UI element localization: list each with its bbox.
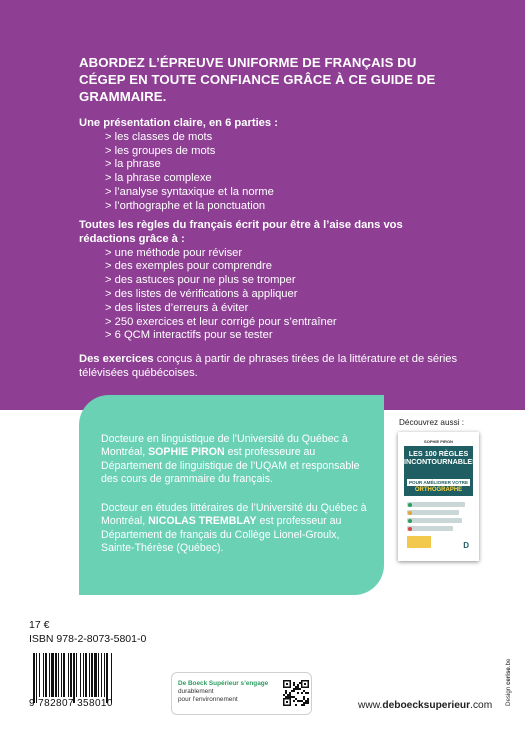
- section-rules: [79, 219, 449, 343]
- barcode-number: 9 782807 358010: [29, 698, 113, 709]
- qr-code-icon[interactable]: [282, 679, 310, 707]
- bio-text: Docteur en études littéraires de l’Université du Québec à Montréal,: [101, 502, 367, 528]
- list-item: > l’orthographe et la ponctuation: [105, 199, 266, 212]
- related-book-cover[interactable]: [398, 432, 479, 561]
- website-prefix: www.: [358, 700, 383, 711]
- list-item: > les groupes de mots: [105, 144, 216, 157]
- design-suffix: .be: [505, 658, 512, 668]
- cover-author: SOPHIE PIRON: [424, 439, 453, 444]
- cover-title: LES 100 RÈGLES INCONTOURNABLES: [404, 449, 477, 466]
- rules-heading: Toutes les règles du français écrit pour être à l’aise dans vos rédactions grâce à :: [79, 219, 403, 245]
- rules-list: [79, 247, 449, 344]
- cover-feature-dot: [408, 519, 412, 523]
- website-domain: deboecksuperieur: [382, 700, 471, 711]
- cover-feature-bar: [407, 502, 465, 507]
- list-item: > 6 QCM interactifs pour se tester: [105, 329, 273, 342]
- engagement-brand: De Boeck Supérieur s’engage: [178, 680, 269, 687]
- section-parts: [79, 117, 278, 214]
- author-panel: [79, 395, 384, 595]
- engagement-line: pour l’environnement: [178, 696, 238, 703]
- discover-label: Découvrez aussi :: [399, 418, 465, 427]
- cover-feature-dot: [408, 511, 412, 515]
- author-bio-tremblay: [101, 502, 371, 556]
- exercises-bold: Des exercices: [79, 353, 154, 365]
- design-credit: [505, 659, 512, 707]
- author-name: SOPHIE PIRON: [148, 446, 225, 459]
- cover-feature-bar: [407, 518, 462, 523]
- cover-feature-dot: [408, 503, 412, 507]
- engagement-text: [178, 680, 273, 704]
- bio-text: est professeur au Département de français du Collège Lionel-Groulx, Sainte-Thérèse (Québec).: [101, 515, 342, 555]
- publisher-logo-icon: D: [463, 541, 469, 550]
- intro-heading: ABORDEZ L’ÉPREUVE UNIFORME DE FRANÇAIS DU CÉGEP EN TOUTE CONFIANCE GRÂCE À CE GUIDE DE GRAMMAIRE.: [79, 55, 436, 104]
- list-item: > des listes de vérifications à appliquer: [105, 287, 298, 300]
- bio-text: est professeure au Département de linguistique de l’UQAM et responsable des cours de grammaire du français.: [101, 446, 360, 486]
- list-item: > une méthode pour réviser: [105, 246, 243, 259]
- exercises-text: conçus à partir de phrases tirées de la littérature et de séries télévisées québécoises.: [79, 353, 458, 379]
- bio-text: Docteure en linguistique de l’Université du Québec à Montréal,: [101, 433, 348, 459]
- list-item: > la phrase: [105, 158, 161, 171]
- list-item: > des listes d’erreurs à éviter: [105, 301, 249, 314]
- list-item: > les classes de mots: [105, 130, 213, 143]
- cover-subtitle: POUR AMÉLIORER VOTRE: [408, 480, 469, 485]
- list-item: > des astuces pour ne plus se tromper: [105, 274, 296, 287]
- author-bio-piron: [101, 433, 371, 487]
- list-item: > des exemples pour comprendre: [105, 260, 272, 273]
- parts-heading: Une présentation claire, en 6 parties :: [79, 117, 278, 129]
- design-prefix: Design: [505, 685, 512, 706]
- website-suffix: .com: [470, 700, 493, 711]
- cover-feature-bar: [407, 510, 459, 515]
- engagement-line: durablement: [178, 688, 214, 695]
- eco-engagement-badge: [171, 672, 312, 715]
- exercises-paragraph: [79, 353, 459, 381]
- parts-list: [79, 131, 278, 214]
- cover-feature-bar: [407, 526, 453, 531]
- cover-badge: [407, 536, 431, 548]
- cover-subject: ORTHOGRAPHE: [414, 487, 463, 493]
- publisher-website[interactable]: [358, 700, 492, 711]
- list-item: > la phrase complexe: [105, 172, 212, 185]
- list-item: > l’analyse syntaxique et la norme: [105, 185, 274, 198]
- isbn: ISBN 978-2-8073-5801-0: [29, 633, 147, 645]
- cover-feature-dot: [408, 527, 412, 531]
- design-name: cerise: [505, 667, 512, 686]
- list-item: > 250 exercices et leur corrigé pour s’entraîner: [105, 315, 337, 328]
- price: 17 €: [29, 619, 50, 631]
- author-name: NICOLAS TREMBLAY: [148, 515, 257, 528]
